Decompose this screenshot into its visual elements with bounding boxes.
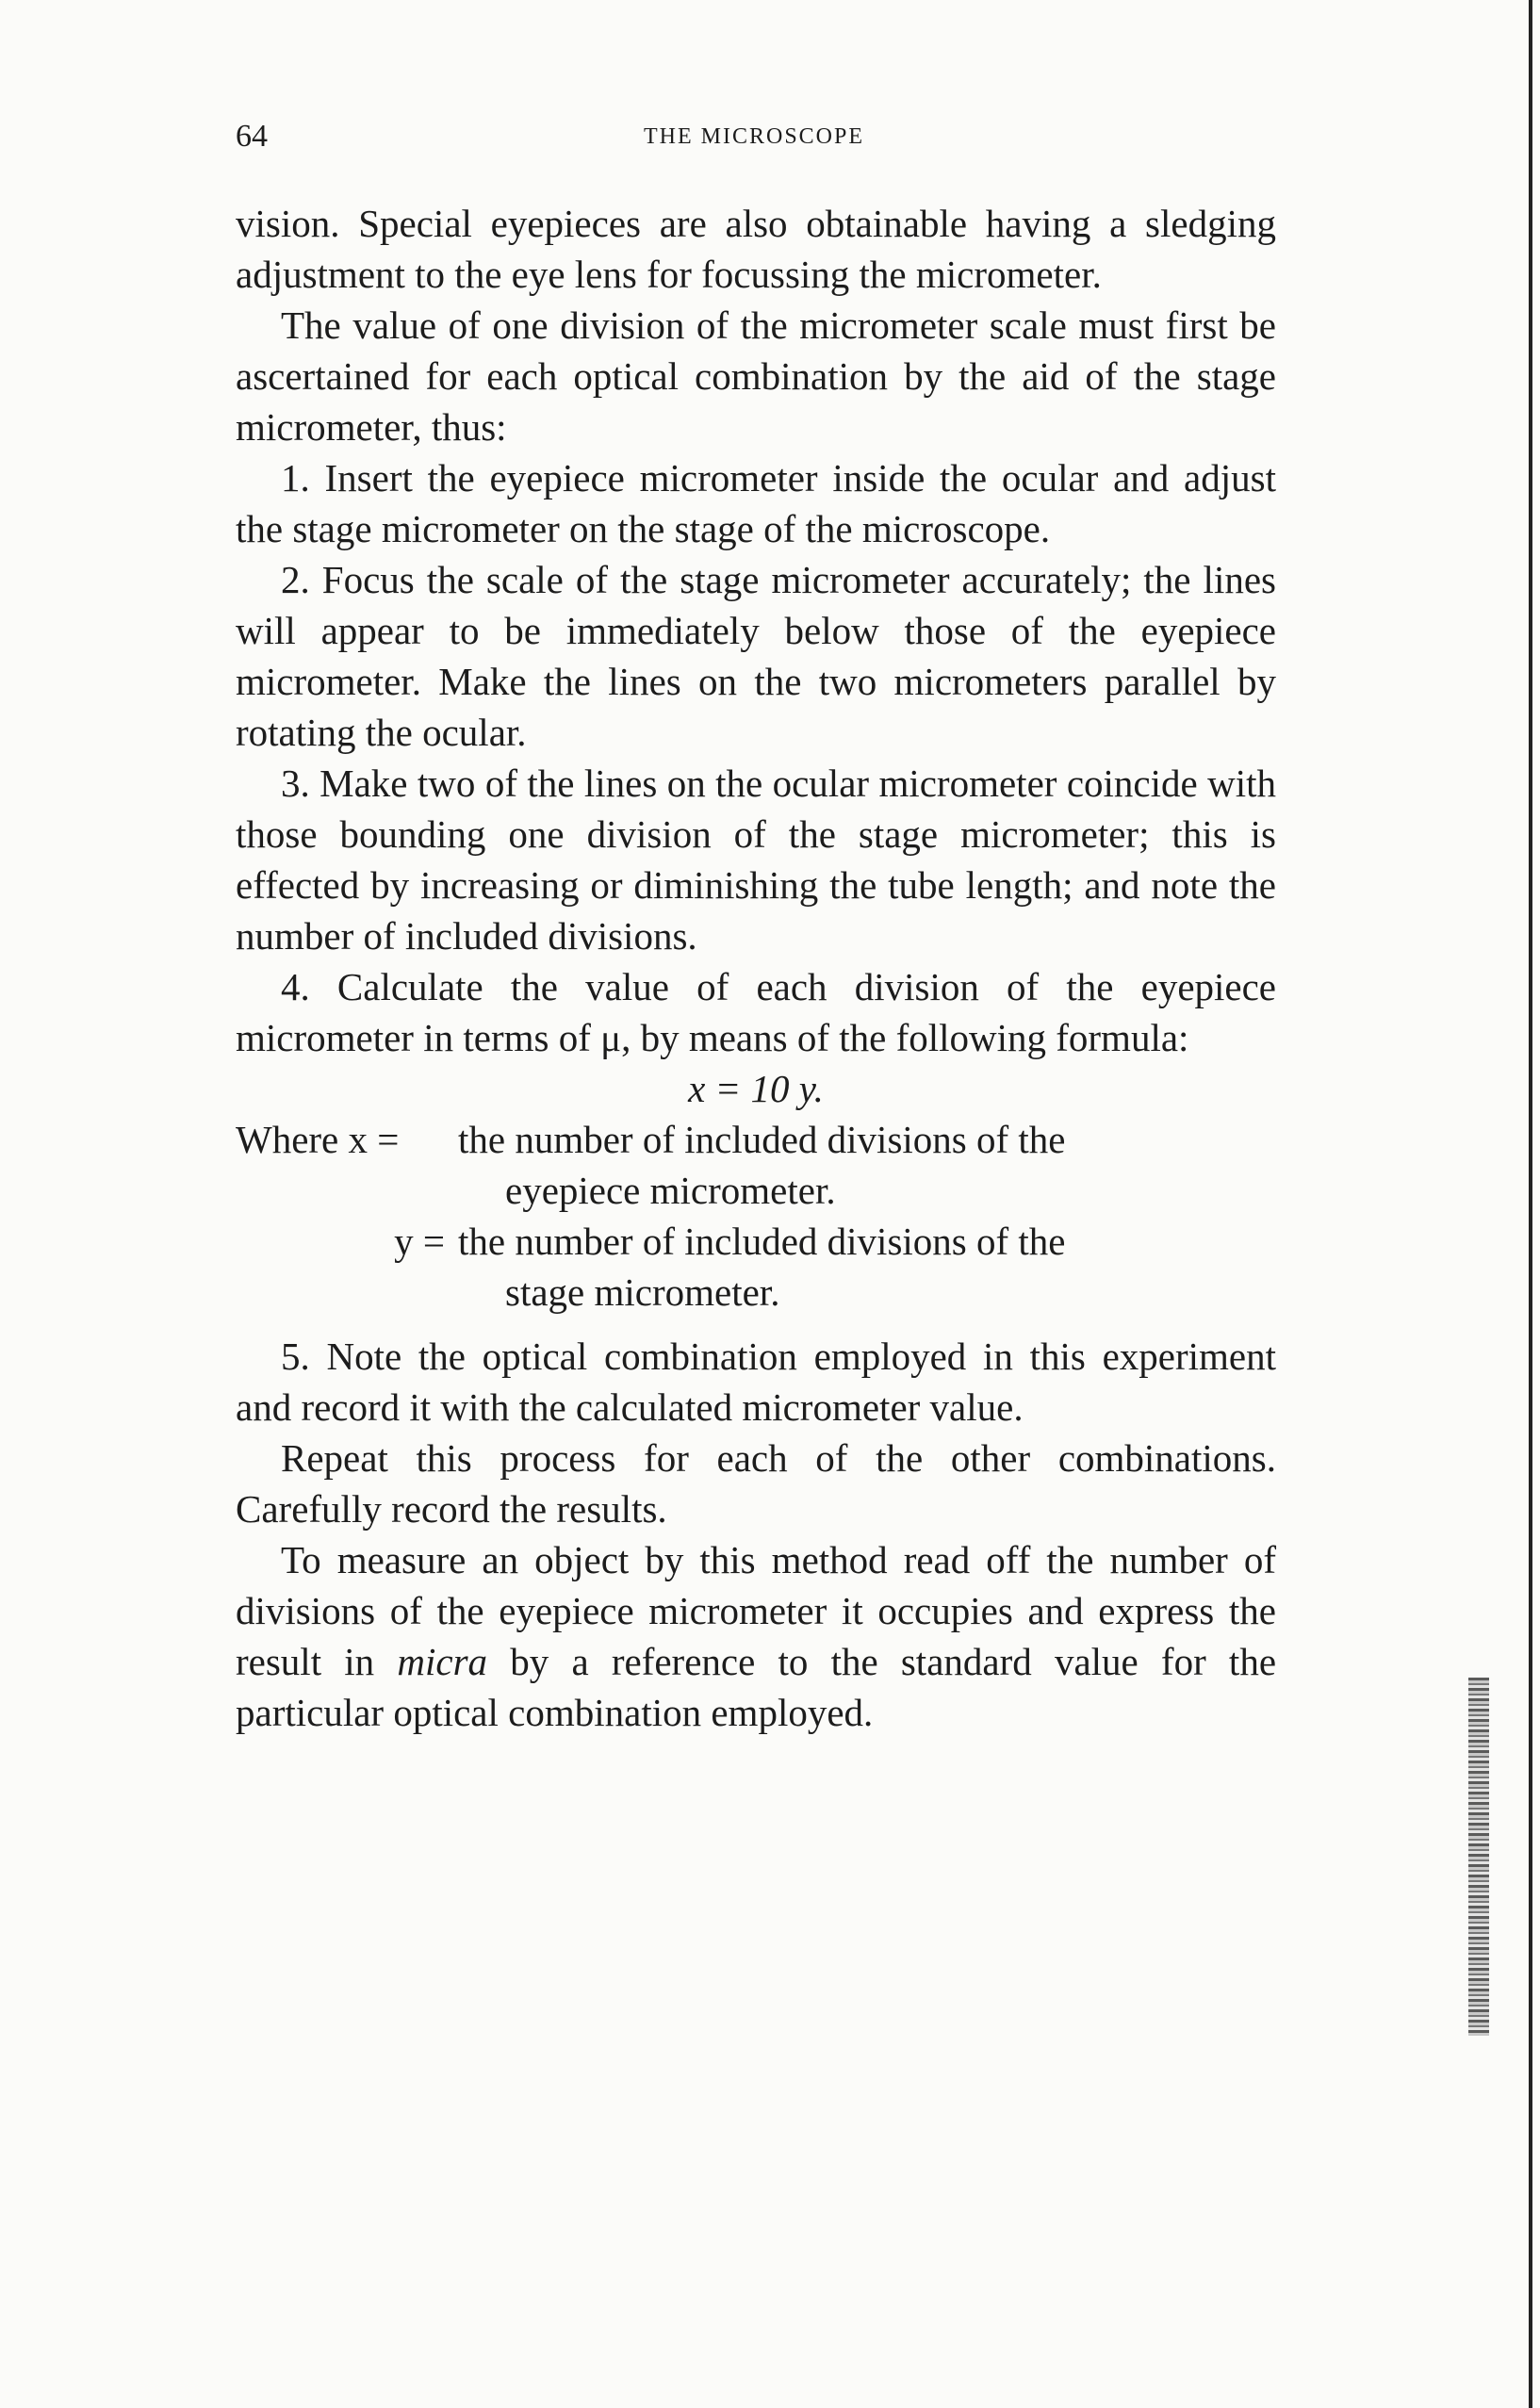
step-4: 4. Calculate the value of each division of the eyepiece micrometer in terms of μ, by means of the following formula:	[236, 965, 1276, 1059]
scan-artifact	[1468, 1678, 1489, 2036]
measure-text-a: To measure an object by this method read off the number of divisions of the eyepiece micrometer it occupies and express the result in	[236, 1538, 1276, 1683]
where-y-lead: y =	[394, 1220, 445, 1263]
paragraph-measure	[236, 1534, 1276, 1738]
page-edge-line	[1529, 0, 1532, 2408]
step-5: 5. Note the optical combination employed in this experiment and record it with the calculated micrometer value.	[236, 1335, 1276, 1429]
paragraph-value: The value of one division of the micrometer scale must first be ascertained for each optical combination by the aid of the stage micrometer, thus:	[236, 303, 1276, 449]
where-x-lead: Where x =	[236, 1118, 400, 1161]
where-x-cont: eyepiece micrometer.	[505, 1169, 836, 1212]
measure-text-b: by a reference to the standard value for the particular optical combination employed.	[236, 1640, 1277, 1734]
step-2: 2. Focus the scale of the stage micrometer accurately; the lines will appear to be immediately below those of the eyepiece micrometer. Make the lines on the two micrometers parallel by rotating the ocular.	[236, 558, 1276, 754]
step-3: 3. Make two of the lines on the ocular micrometer coincide with those bounding one division of the stage micrometer; this is effected by increasing or diminishing the tube length; and note the number of included divisions.	[236, 762, 1276, 958]
page-header	[236, 119, 1272, 166]
micra-italic: micra	[397, 1640, 488, 1683]
page-number: 64	[236, 119, 268, 154]
where-x-text: the number of included divisions of the	[458, 1118, 1066, 1161]
running-title: THE MICROSCOPE	[643, 124, 865, 149]
body-text	[236, 198, 1276, 1738]
paragraph-repeat: Repeat this process for each of the other combinations. Carefully record the results.	[236, 1436, 1276, 1531]
where-definitions	[236, 1114, 1276, 1318]
where-y-cont: stage micrometer.	[505, 1270, 780, 1314]
paragraph-vision: vision. Special eyepieces are also obtainable having a sledging adjustment to the eye lens for focussing the micrometer.	[236, 202, 1276, 296]
where-y-text: the number of included divisions of the	[458, 1220, 1066, 1263]
step-1: 1. Insert the eyepiece micrometer inside the ocular and adjust the stage micrometer on the stage of the microscope.	[236, 456, 1276, 550]
formula: x = 10 y.	[688, 1067, 824, 1110]
